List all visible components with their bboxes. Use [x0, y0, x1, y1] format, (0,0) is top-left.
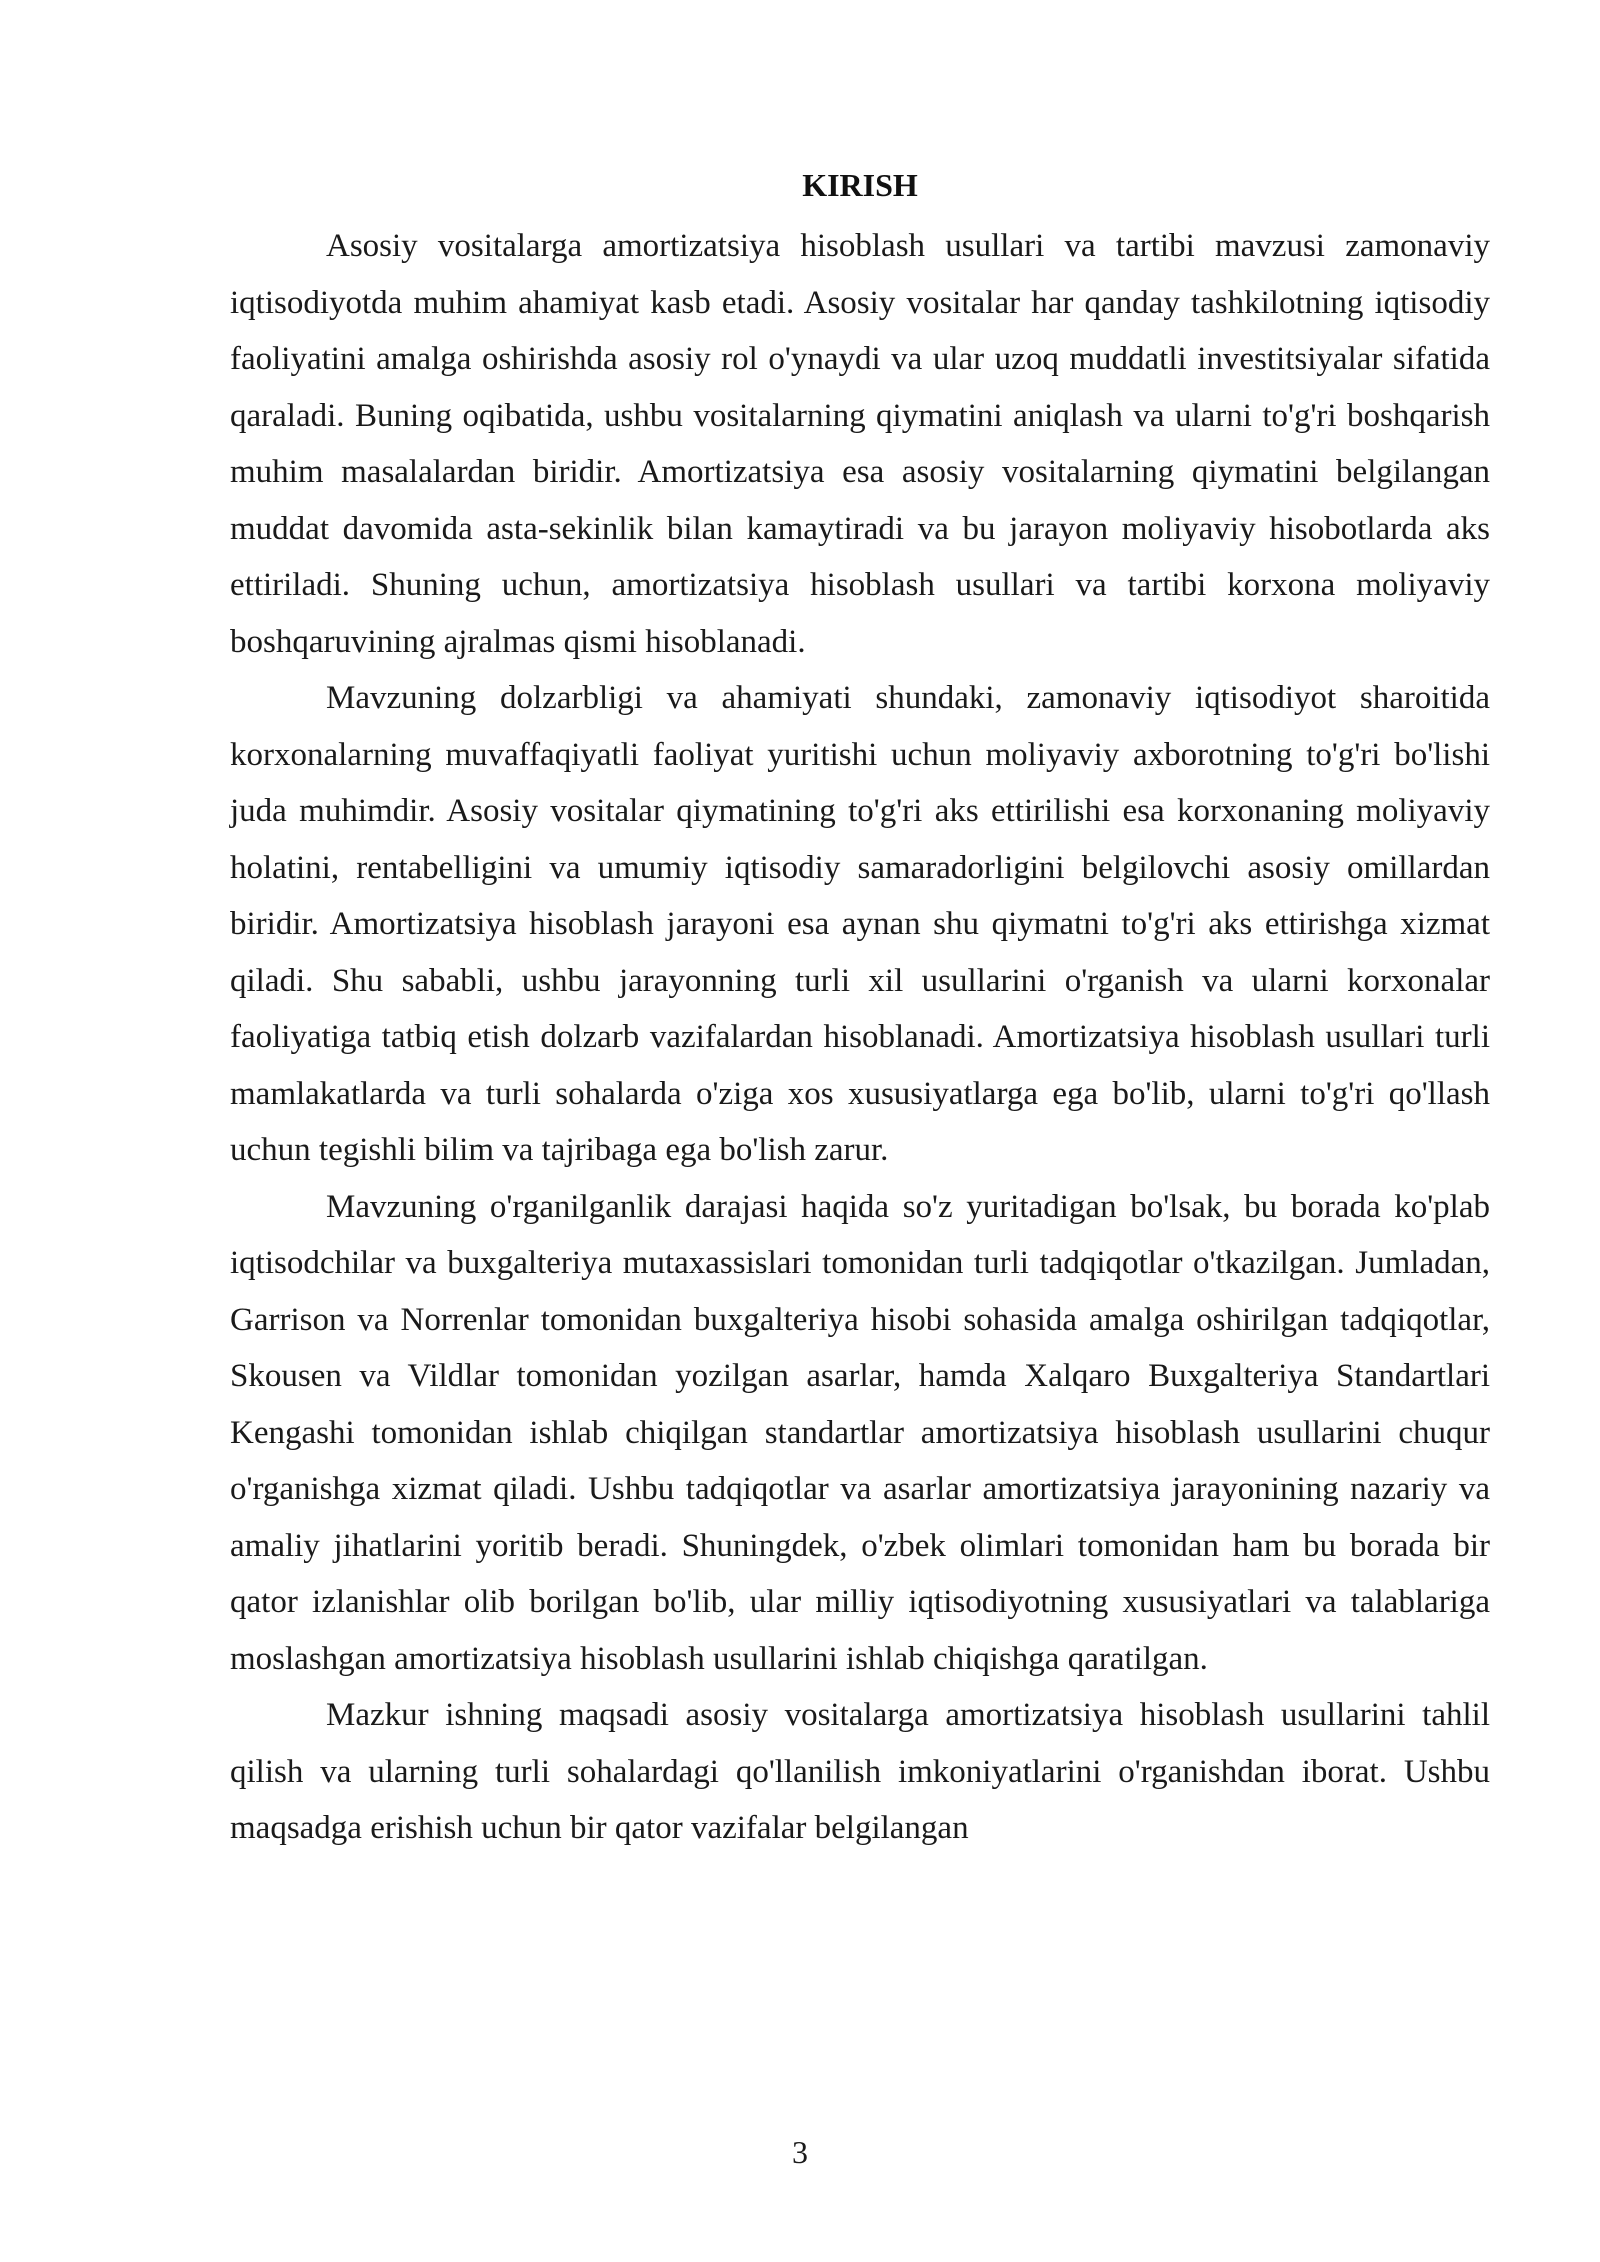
- paragraph-intro: Asosiy vositalarga amortizatsiya hisoblash usullari va tartibi mavzusi zamonaviy iqtisodiyotda muhim ahamiyat kasb etadi. Asosiy vositalar har qanday tashkilotning iqtisodiy faoliyatini amalga oshirishda asosiy rol o'ynaydi va ular uzoq muddatli investitsiyalar sifatida qaraladi. Buning oqibatida, ushbu vositalarning qiymatini aniqlash va ularni to'g'ri boshqarish muhim masalalardan biridir. Amortizatsiya esa asosiy vositalarning qiymatini belgilangan muddat davomida asta-sekinlik bilan kamaytiradi va bu jarayon moliyaviy hisobotlarda aks ettiriladi. Shuning uchun, amortizatsiya hisoblash usullari va tartibi korxona moliyaviy boshqaruvining ajralmas qismi hisoblanadi.: [230, 228, 1490, 660]
- paragraph-purpose: Mazkur ishning maqsadi asosiy vositalarga amortizatsiya hisoblash usullarini tahlil qilish va ularning turli sohalardagi qo'llanilish imkoniyatlarini o'rganishdan iborat. Ushbu maqsadga erishish uchun bir qator vazifalar belgilangan: [230, 1697, 1490, 1846]
- paragraph-study-level: Mavzuning o'rganilganlik darajasi haqida so'z yuritadigan bo'lsak, bu borada ko'plab iqtisodchilar va buxgalteriya mutaxassislari tomonidan turli tadqiqotlar o'tkazilgan. Jumladan, Garrison va Norrenlar tomonidan buxgalteriya hisobi sohasida amalga oshirilgan tadqiqotlar, Skousen va Vildlar tomonidan yozilgan asarlar, hamda Xalqaro Buxgalteriya Standartlari Kengashi tomonidan ishlab chiqilgan standartlar amortizatsiya hisoblash usullarini chuqur o'rganishga xizmat qiladi. Ushbu tadqiqotlar va asarlar amortizatsiya jarayonining nazariy va amaliy jihatlarini yoritib beradi. Shuningdek, o'zbek olimlari tomonidan ham bu borada bir qator izlanishlar olib borilgan bo'lib, ular milliy iqtisodiyotning xususiyatlari va talablariga moslashgan amortizatsiya hisoblash usullarini ishlab chiqishga qaratilgan.: [230, 1188, 1490, 1677]
- paragraph-relevance: Mavzuning dolzarbligi va ahamiyati shundaki, zamonaviy iqtisodiyot sharoitida korxonalarning muvaffaqiyatli faoliyat yuritishi uchun moliyaviy axborotning to'g'ri bo'lishi juda muhimdir. Asosiy vositalar qiymatining to'g'ri aks ettirilishi esa korxonaning moliyaviy holatini, rentabelligini va umumiy iqtisodiy samaradorligini belgilovchi asosiy omillardan biridir. Amortizatsiya hisoblash jarayoni esa aynan shu qiymatni to'g'ri aks ettirishga xizmat qiladi. Shu sababli, ushbu jarayonning turli xil usullarini o'rganish va ularni korxonalar faoliyatiga tatbiq etish dolzarb vazifalardan hisoblanadi. Amortizatsiya hisoblash usullari turli mamlakatlarda va turli sohalarda o'ziga xos xususiyatlarga ega bo'lib, ularni to'g'ri qo'llash uchun tegishli bilim va tajribaga ega bo'lish zarur.: [230, 680, 1490, 1168]
- page-title: KIRISH: [802, 167, 918, 203]
- page-content: [230, 160, 1490, 1857]
- page-number: 3: [792, 2134, 808, 2170]
